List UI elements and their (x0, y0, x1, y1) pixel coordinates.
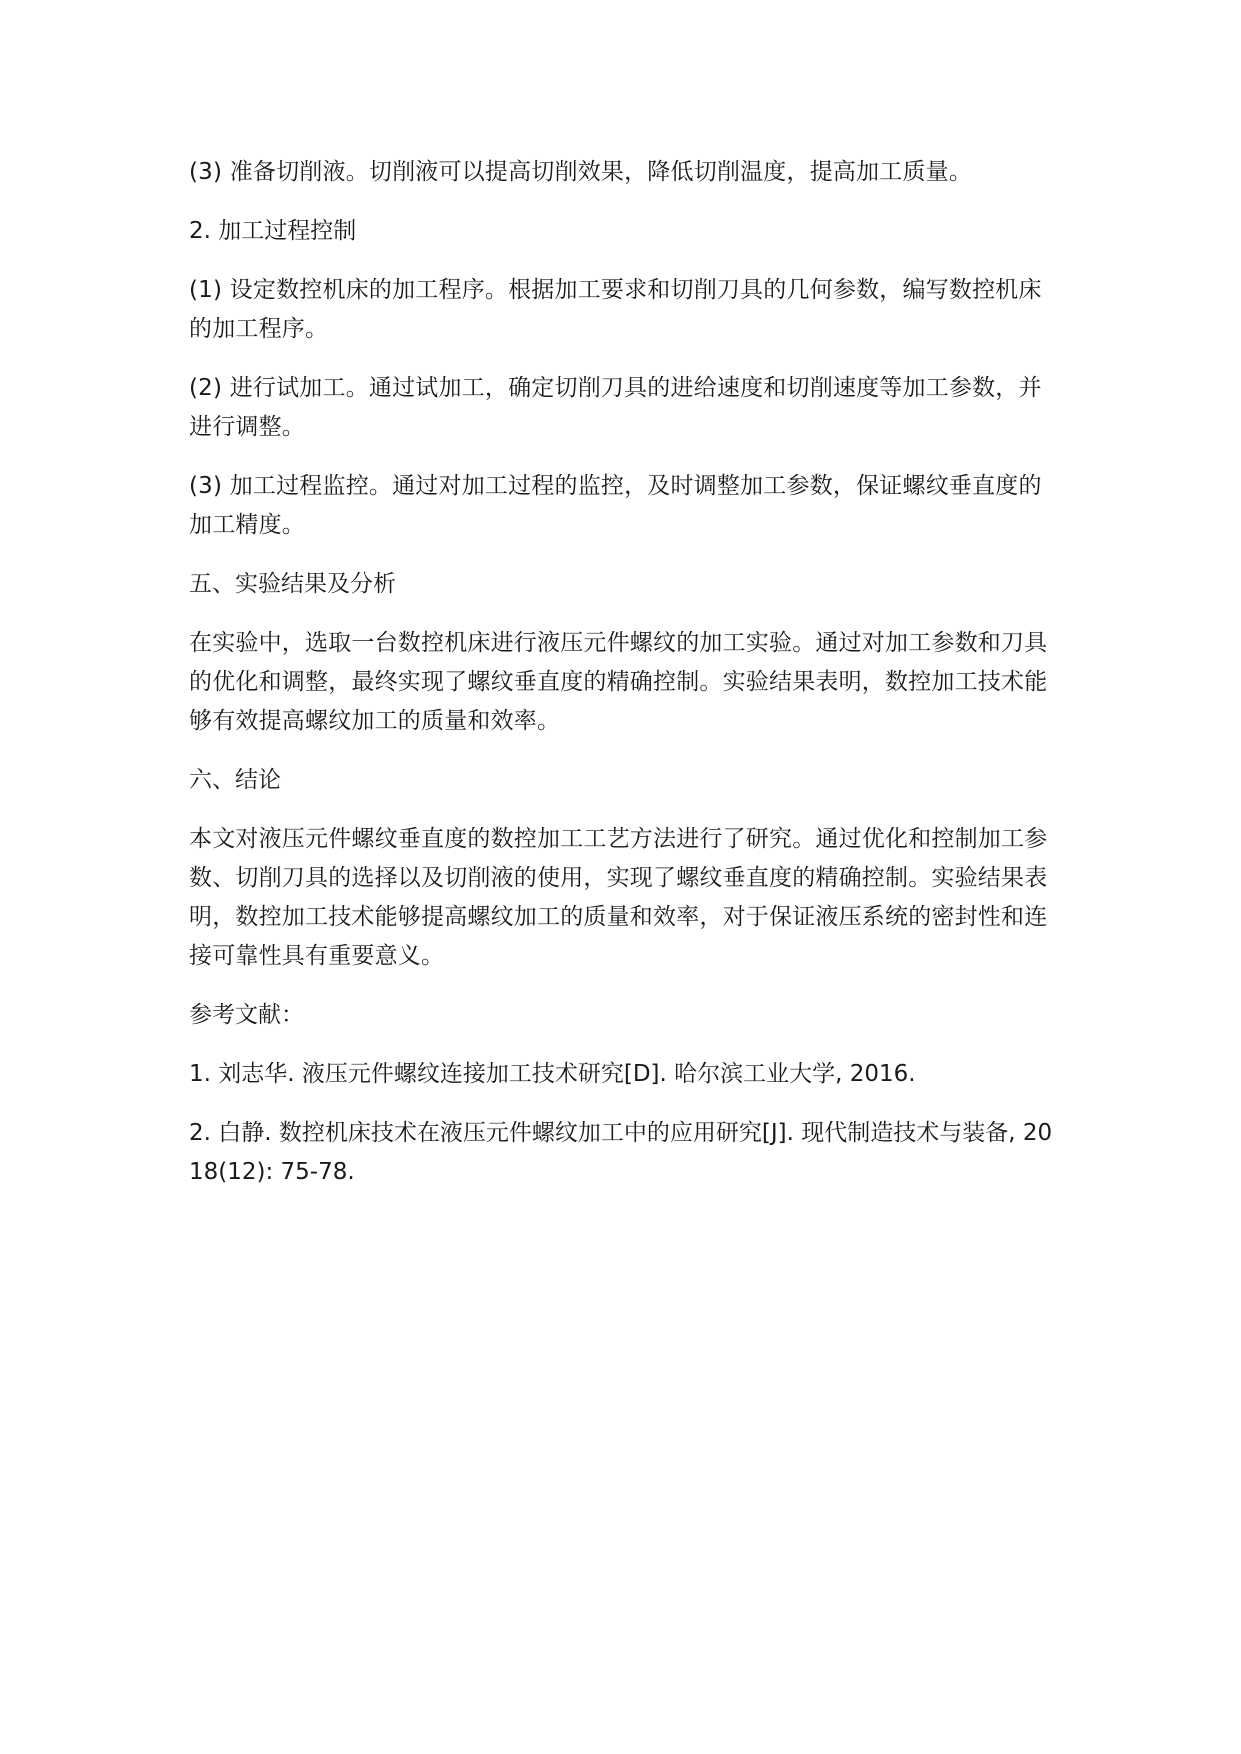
section-process-control: 2. 加工过程控制 (189, 218, 357, 244)
results-paragraph: 在实验中，选取一台数控机床进行液压元件螺纹的加工实验。通过对加工参数和刀具的优化和调整，最终实现了螺纹垂直度的精确控制。实验结果表明，数控加工技术能够有效提高螺纹加工的质量和效率。 (189, 630, 1048, 734)
section-conclusion: 六、结论 (189, 767, 281, 793)
document-body (189, 153, 1059, 1212)
step-trial-machining: (2) 进行试加工。通过试加工，确定切削刀具的进给速度和切削速度等加工参数，并进行调整。 (189, 375, 1042, 440)
reference-1: 1. 刘志华. 液压元件螺纹连接加工技术研究[D]. 哈尔滨工业大学, 2016. (189, 1061, 916, 1087)
step-set-program: (1) 设定数控机床的加工程序。根据加工要求和切削刀具的几何参数，编写数控机床的加工程序。 (189, 277, 1042, 342)
step-process-monitoring: (3) 加工过程监控。通过对加工过程的监控，及时调整加工参数，保证螺纹垂直度的加工精度。 (189, 473, 1042, 538)
section-references: 参考文献： (189, 1002, 304, 1028)
section-results-analysis: 五、实验结果及分析 (189, 571, 396, 597)
step-prepare-cutting-fluid: (3) 准备切削液。切削液可以提高切削效果，降低切削温度，提高加工质量。 (189, 159, 973, 185)
conclusion-paragraph: 本文对液压元件螺纹垂直度的数控加工工艺方法进行了研究。通过优化和控制加工参数、切削刀具的选择以及切削液的使用，实现了螺纹垂直度的精确控制。实验结果表明，数控加工技术能够提高螺纹加工的质量和效率，对于保证液压系统的密封性和连接可靠性具有重要意义。 (189, 826, 1048, 969)
reference-2: 2. 白静. 数控机床技术在液压元件螺纹加工中的应用研究[J]. 现代制造技术与装备, 2018(12): 75-78. (189, 1120, 1053, 1185)
